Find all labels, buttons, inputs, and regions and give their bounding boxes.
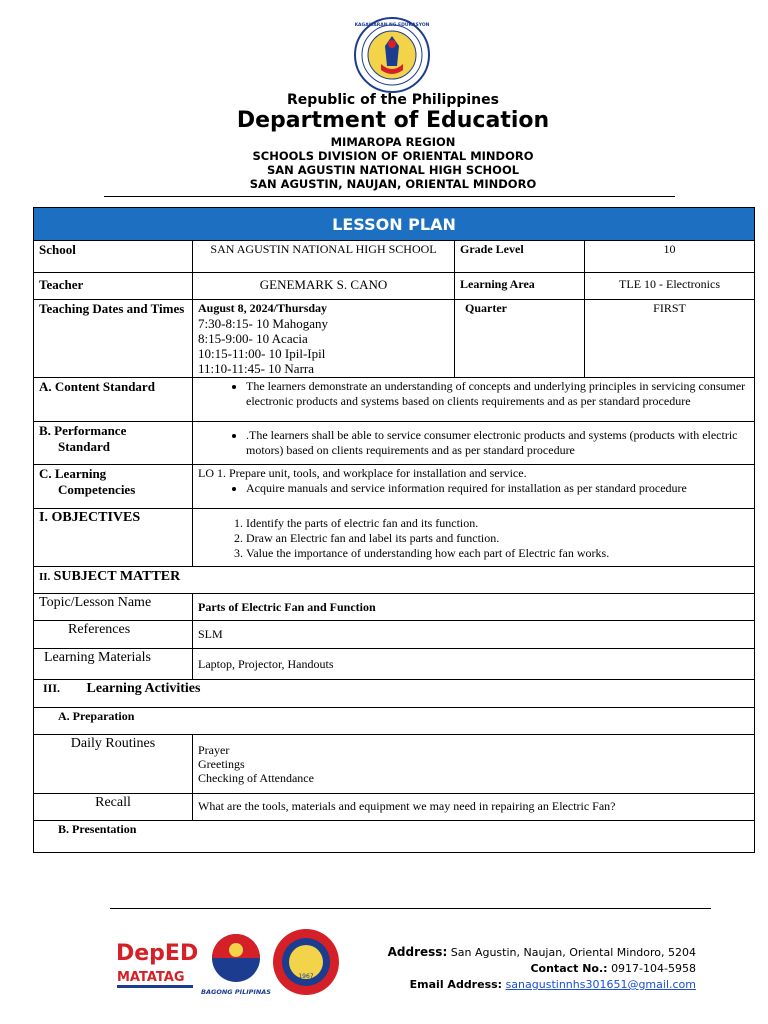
teacher-value: GENEMARK S. CANO (193, 273, 455, 300)
header-divider (104, 196, 675, 197)
footer-email-link[interactable]: sanagustinnhs301651@gmail.com (505, 978, 696, 991)
objective-item: 2. Draw an Electric fan and label its parts and function. (246, 531, 749, 546)
teacher-label: Teacher (34, 273, 193, 300)
performance-label-line: Standard (58, 439, 111, 454)
performance-label-line: B. Performance (39, 423, 127, 438)
teaching-date: August 8, 2024/Thursday (198, 301, 328, 315)
address-heading: SAN AGUSTIN, NAUJAN, ORIENTAL MINDORO (249, 177, 537, 191)
time-slot: 7:30-8:15- 10 Mahogany (198, 316, 328, 331)
quarter-value: FIRST (585, 300, 755, 378)
footer-address-line (388, 944, 696, 961)
preparation-heading: A. Preparation (34, 708, 755, 735)
department-heading: Department of Education (236, 108, 550, 133)
footer-logos (114, 928, 354, 998)
footer-contact-label: Contact No.: (530, 962, 608, 975)
deped-logo-text: DepED (116, 941, 199, 966)
objectives-label: I. OBJECTIVES (34, 509, 193, 567)
footer-address-label: Address: (387, 945, 448, 959)
school-heading: SAN AGUSTIN NATIONAL HIGH SCHOOL (266, 163, 520, 177)
learning-competency-value: • Acquire manuals and service information required for installation as per standard procedure (246, 481, 749, 496)
objective-item: 3. Value the importance of understanding how each part of Electric fan works. (246, 546, 749, 561)
quarter-label: Quarter (455, 300, 585, 378)
routine-item: Prayer (198, 743, 230, 757)
topic-label: Topic/Lesson Name (34, 594, 193, 621)
school-seal-icon (273, 929, 339, 995)
content-standard-value: • The learners demonstrate an understanding of concepts and underlying principles in servicing consumer electronic products and systems based on clients requirements and as per standard procedure (246, 379, 749, 409)
footer-email-label: Email Address: (409, 978, 503, 991)
subject-matter-number: II. (39, 571, 51, 583)
country-heading: Republic of the Philippines (287, 92, 499, 108)
school-seal-year: 1967 (298, 973, 314, 980)
bagong-pilipinas-text: BAGONG PILIPINAS (201, 988, 271, 996)
learning-materials-value: Laptop, Projector, Handouts (193, 649, 755, 680)
matatag-text: MATATAG (117, 970, 185, 985)
references-label: References (34, 621, 193, 649)
daily-routines-label: Daily Routines (34, 735, 193, 794)
time-slot: 8:15-9:00- 10 Acacia (198, 331, 308, 346)
learning-materials-label: Learning Materials (34, 649, 193, 680)
footer-contact-line (388, 961, 696, 977)
school-label: School (34, 241, 193, 273)
learning-activities-heading (34, 680, 755, 708)
footer-divider (110, 908, 711, 909)
competency-label-line: C. Learning (39, 466, 107, 481)
region-heading: MIMAROPA REGION (330, 135, 456, 149)
recall-label: Recall (34, 794, 193, 821)
subject-matter-heading (34, 567, 755, 594)
references-value: SLM (193, 621, 755, 649)
bagong-pilipinas-logo-icon (201, 934, 271, 996)
lesson-plan-title: LESSON PLAN (34, 208, 755, 241)
competency-label-line: Competencies (58, 482, 136, 497)
division-heading: SCHOOLS DIVISION OF ORIENTAL MINDORO (252, 149, 534, 163)
deped-matatag-logo-icon (116, 941, 198, 988)
routine-item: Greetings (198, 757, 245, 771)
time-slot: 10:15-11:00- 10 Ipil-Ipil (198, 346, 326, 361)
learning-area-label: Learning Area (455, 273, 585, 300)
recall-value: What are the tools, materials and equipment we may need in repairing an Electric Fan? (193, 794, 755, 821)
footer-address-value: San Agustin, Naujan, Oriental Mindoro, 5204 (450, 946, 696, 959)
grade-level-value: 10 (585, 241, 755, 273)
footer-contact-value: 0917-104-5958 (611, 962, 696, 975)
topic-value: Parts of Electric Fan and Function (193, 594, 755, 621)
teaching-dates-value (193, 300, 455, 378)
learning-activities-number: III. (43, 681, 61, 695)
content-standard-label: A. Content Standard (34, 378, 193, 422)
lesson-plan-table (33, 207, 755, 853)
learning-activities-label: Learning Activities (86, 681, 201, 696)
objective-item: 1. Identify the parts of electric fan and its function. (246, 516, 749, 531)
learning-area-value: TLE 10 - Electronics (585, 273, 755, 300)
teaching-dates-label: Teaching Dates and Times (34, 300, 193, 378)
time-slot: 11:10-11:45- 10 Narra (198, 361, 315, 376)
subject-matter-label: SUBJECT MATTER (53, 569, 181, 584)
grade-level-label: Grade Level (455, 241, 585, 273)
learning-competencies-label (34, 465, 193, 509)
deped-seal-icon (353, 16, 431, 94)
learning-outcome: LO 1. Prepare unit, tools, and workplace for installation and service. (198, 466, 527, 480)
routine-item: Checking of Attendance (198, 771, 314, 785)
footer-contact (388, 944, 696, 993)
svg-text:KAGAWARAN NG EDUKASYON: KAGAWARAN NG EDUKASYON (354, 23, 430, 28)
performance-standard-label (34, 422, 193, 465)
footer-email-line (388, 977, 696, 993)
school-value: SAN AGUSTIN NATIONAL HIGH SCHOOL (193, 241, 455, 273)
performance-standard-value: • .The learners shall be able to service consumer electronic products and systems (products with electric motors) based on clients requirements and as per standard procedure (246, 428, 749, 458)
presentation-heading: B. Presentation (34, 821, 755, 853)
